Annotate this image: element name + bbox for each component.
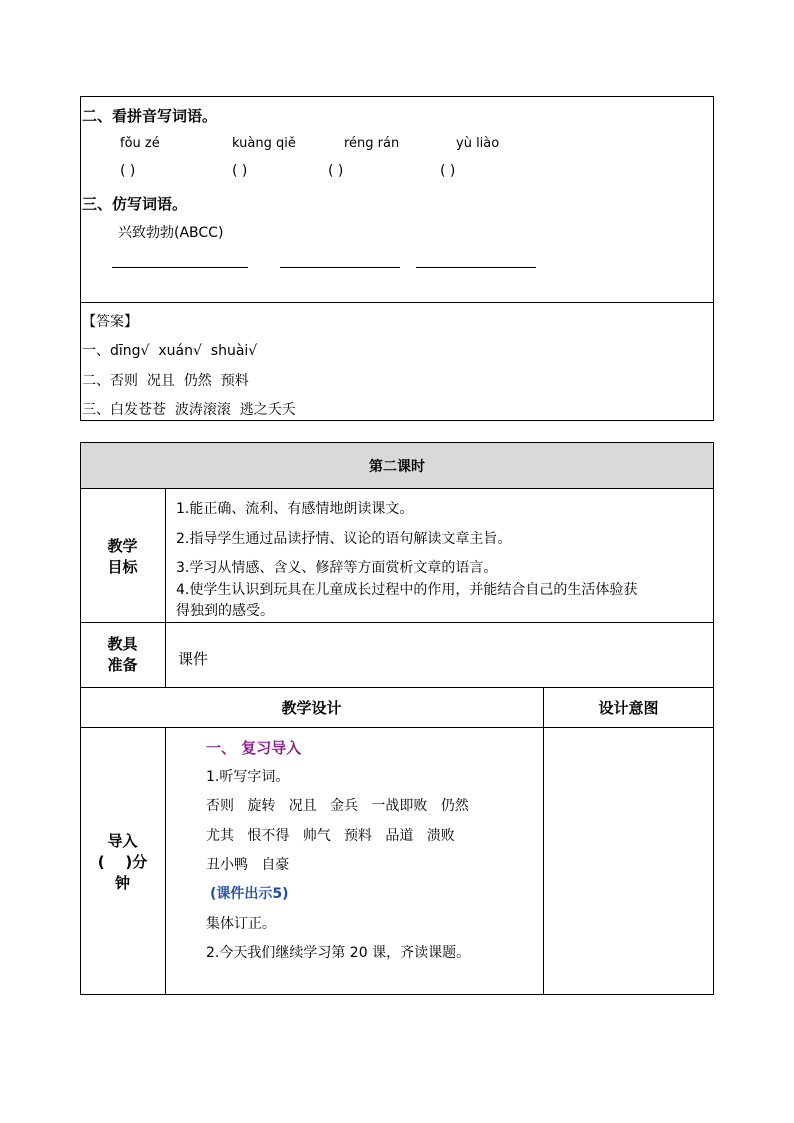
section2-title: 二、看拼音写词语。 [82,107,218,125]
step-line-3: 尤其 恨不得 帅气 预料 品道 溃败 [206,828,455,844]
tools-value: 课件 [178,650,209,668]
answer-bracket-3: ( ) [328,163,344,179]
goal-item-3: 3.学习从情感、含义、修辞等方面赏析文章的语言。 [176,560,498,576]
step-line-6: 2.今天我们继续学习第 20 课，齐读课题。 [206,945,471,961]
courseware-note: (课件出示5) [210,886,289,902]
answer-bracket-4: ( ) [440,163,456,179]
intro-label-2: ( )分 [97,853,148,871]
answer-line-2: 二、否则 况且 仍然 预料 [82,373,249,389]
answer-heading: 【答案】 [82,314,138,330]
tools-label-2: 准备 [107,656,138,674]
write-line-3 [416,267,536,268]
design-header: 教学设计 [281,699,342,717]
lesson-table [80,442,714,995]
goal-item-4-cont: 得独到的感受。 [176,603,274,619]
pinyin-1: fǒu zé [120,136,160,151]
step-line-5: 集体订正。 [206,916,276,932]
step-line-4: 丑小鸭 自豪 [206,857,290,873]
row-line [80,488,714,489]
intro-label-1: 导入 [107,832,138,850]
step-line-1: 1.听写字词。 [206,769,290,785]
answer-line-3: 三、白发苍苍 波涛滚滚 逃之夭夭 [82,402,296,418]
pinyin-2: kuàng qiě [232,136,296,151]
table-divider [80,302,714,303]
goal-item-2: 2.指导学生通过品读抒情、议论的语句解读文章主旨。 [176,531,512,547]
goal-item-1: 1.能正确、流利、有感情地朗读课文。 [176,501,414,517]
step-line-2: 否则 旋转 况且 金兵 一战即败 仍然 [206,798,469,814]
example-phrase: 兴致勃勃(ABCC) [118,225,224,241]
answer-bracket-1: ( ) [120,163,136,179]
intent-header: 设计意图 [598,699,659,717]
pinyin-4: yù liào [456,136,500,151]
write-line-2 [280,267,400,268]
col-line [543,687,544,995]
tools-label-1: 教具 [107,635,138,653]
goal-item-4: 4.使学生认识到玩具在儿童成长过程中的作用，并能结合自己的生活体验获 [176,582,638,598]
goals-label-1: 教学 [107,537,138,555]
answer-bracket-2: ( ) [232,163,248,179]
row-line [80,687,714,688]
row-line [80,622,714,623]
col-line [165,488,166,687]
step-title: 一、 复习导入 [206,739,302,757]
section3-title: 三、仿写词语。 [82,195,188,213]
row-line [80,727,714,728]
intro-label-3: 钟 [114,874,130,892]
answer-line-1: 一、dīng√ xuán√ shuài√ [82,343,258,359]
lesson-header: 第二课时 [369,459,425,475]
write-line-1 [112,267,248,268]
pinyin-3: réng rán [344,136,400,151]
col-line [165,727,166,995]
goals-label-2: 目标 [107,558,138,576]
